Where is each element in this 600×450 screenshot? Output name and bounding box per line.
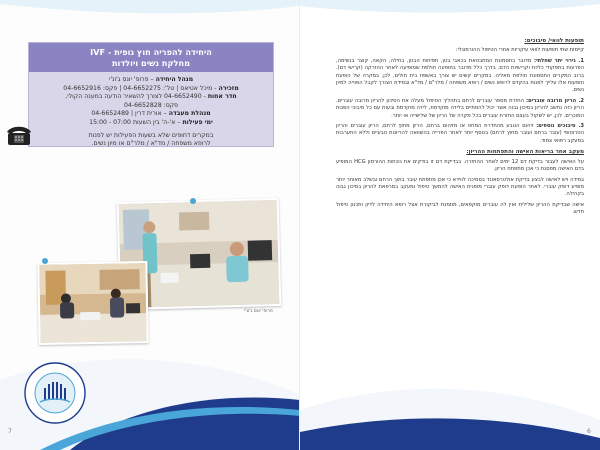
side-effect-item-1-title: 1. גירוי יתר שחלתי: [534,57,585,64]
desk-scene-image [39,263,146,343]
side-effect-item-3 [336,123,584,145]
secretary-line [37,85,265,94]
telephone-icon [6,124,32,146]
photo-pin-icon [42,258,48,264]
top-swoosh-graphic [0,0,300,40]
lab-manager-label: מנהלת מעבדה [168,110,211,118]
side-effect-item-2 [336,98,584,120]
hours-value: – א'-ה' בין השעות 07:00 - 15:00 [89,118,181,126]
hospital-logo [24,362,86,424]
page-number-left: 7 [8,428,12,435]
info-box-header [29,43,273,72]
side-effect-item-1 [336,58,584,95]
nurse-room-line [37,93,265,102]
info-box-subtitle: מחלקת נשים ויולדות [111,58,191,68]
article-text [336,38,584,220]
bottom-wave-graphic [300,340,600,450]
secretary-label: מזכירה [218,84,239,92]
side-effects-intro: קיימות שתי תופעות לוואי עיקריות אחרי הטיפול ההורמונלי: [455,47,584,54]
hours-line [37,119,265,128]
top-swoosh-graphic [300,0,600,40]
photo-caption: פרופ' יונס ג'ונ'י [244,309,273,314]
unit-manager-value: – פרופ' יונס ג'ונ'י [108,76,154,83]
followup-heading: מעקב אחר בריאות האישה והתפתחות ההריון: [466,149,584,156]
photo-pin-icon [190,198,196,204]
nurse-room-value: - 04-6652490 לצורך להשאיר הודעה במענה הקולי, [65,93,206,101]
lab-manager-value: – אורית דרין | 04-6652489 [91,110,167,118]
urgent-notice-line1: במקרים דחופים שלא בשעות הפעילות יש לפנות [88,131,214,139]
hours-label: ימי פעילות [182,118,213,126]
urgent-notice [37,132,265,149]
page-number-right: 6 [587,428,591,435]
side-effect-item-2-title: 2. הריון מרובה עוברים: [526,97,584,104]
lab-manager-line [37,110,265,119]
nurse-room-label: חדר אחות [207,93,237,101]
desk-photo [37,261,148,345]
info-box-body [29,72,273,148]
side-effect-item-2-text: החזרת מספר עוברים לרחם בתהליך הטיפול מעלה את הסיכון להריון מרובה עוברים. הריון כזה נחשב להריון בסיכון גבוה אשר יכול להסתיים בלידה מוקדמת, לידה מוקדמת ובעות עם כל סיבוכי הפגות המוכרים. לכן, יש לשקול בעצם החזרת עוברים בכל מקרה של הריון של שלישייה או יותר. [336,97,584,119]
unit-manager-label: מנהל היחידה [155,76,194,83]
followup-paragraph-3: אישה שבדיקת ההריון שלילית ואין לה עוברים מוקפאים, מוזמנת לביקורת אצל רופא היחידה לדיון ותכנון טיפול חדש. [336,201,584,216]
info-box-title: היחידה להפריה חוץ גופית - IVF [90,47,212,57]
urgent-notice-line2: לרופא משפחה / מד"א / מלר"ם או מיון נשים. [91,139,211,147]
followup-paragraph-2: במידה ויש לאישה לבצע בדיקת אולטרסאונד בסמיכה לווידא כי אכן מתפתח עובר בתוך הרחם ובשלב מאוחר יותר מופיע דופק עוברי. לאחר הופעת דופק עוברי מופנית האישה להמשך טיפול ומעקב במרפאת להריון בסיכון גבוה בקהילה. [336,176,584,198]
secretary-value: - מיכל אטיאס | טל': 04-6652275 | פקס: 04-6652916 [63,84,217,92]
side-effect-item-1-text: מדובר בתסמונת המתבטאת בכאבי בטן, תפיחות הבטן, בחילה, הקאה, קוצר בנשימה, הפרעות בתפקודי כליות וקרישיות הדם. בדרך כלל מדובר בתופעה חולפת שמופיעה לאחר ההזרקה (קרישי דם). ברוב המקרים התסמונת חולפת מאליה. במקרים קשים יש צורך באשפוז בית חולים, לכן, במקרה של הופעת תופעות אלו עלייך לפנות בהקדם לרופא נשים / רופא משפחה / מלר"ם / מד"א ובמידת הצורך לקבל הפנייה למיון נשים. [336,57,584,94]
unit-manager-line [37,76,265,85]
contact-info-box [28,42,274,147]
side-effect-item-3-title: 3. סיבוכים נוספים: [536,123,584,130]
followup-paragraph-1: על האישה לעבור בדיקת דם 12 ימים לאחר ההחזרה. בבדיקת דם זו בודקים את נוכחות ההורמון HCG המופיע בדם האישה מפסגת כי אכן מתפתח הריון. [336,158,584,173]
fax-line: פקס: 04-6652828 [124,101,178,109]
side-effects-heading: תופעות לוואי/ סיבוכים: [524,38,584,44]
side-effect-item-3-text: זיהום הנובע מהחדרת המחט או מזיהום ברחם, הריון מחוץ לרחם, הריון עוברים והריון הטרוטופי (עובר ברחם ועובר מחוץ לרחם) בנוסף יותר לאחר הפרייה בהשוואה להריונות טבעיים וללא התערבות במעקב רפואי צמוד. [336,123,584,144]
